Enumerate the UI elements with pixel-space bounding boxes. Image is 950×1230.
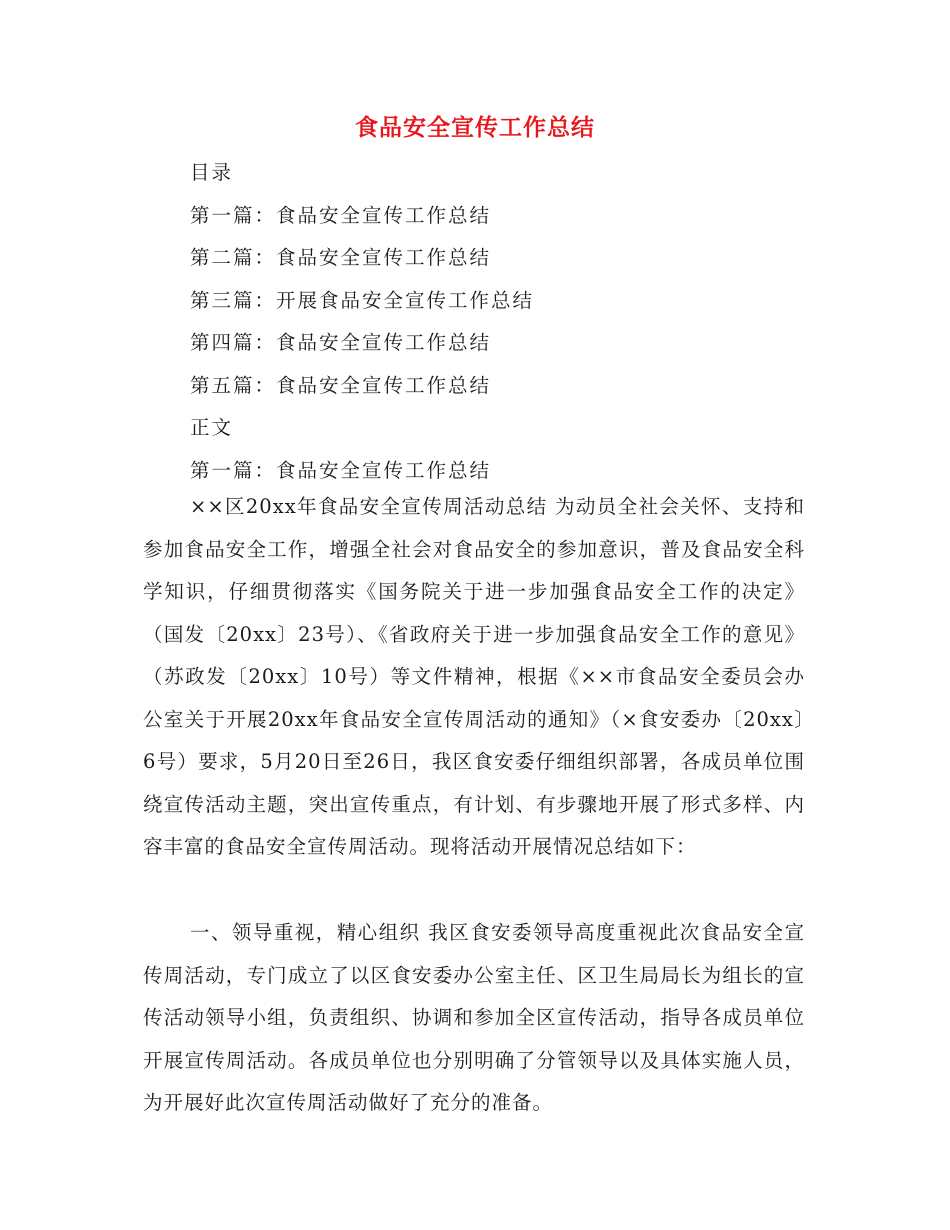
table-of-contents <box>190 152 534 492</box>
toc-item: 第一篇：食品安全宣传工作总结 <box>190 203 492 227</box>
body-paragraph: 一、领导重视，精心组织 我区食安委领导高度重视此次食品安全宣传周活动，专门成立了以区食安委办公室主任、区卫生局局长为组长的宣传活动领导小组，负责组织、协调和参加全区宣传活动，指导各成员单位开展宣传周活动。各成员单位也分别明确了分管领导以及具体实施人员，为开展好此次宣传周活动做好了充分的准备。 <box>143 921 805 1114</box>
toc-item: 第二篇：食品安全宣传工作总结 <box>190 246 492 269</box>
toc-item: 第五篇：食品安全宣传工作总结 <box>190 373 492 397</box>
toc-heading: 目录 <box>190 161 234 184</box>
toc-item: 第四篇：食品安全宣传工作总结 <box>190 331 492 354</box>
body-paragraph: ××区20xx年食品安全宣传周活动总结 为动员全社会关怀、支持和参加食品安全工作，增强全社会对食品安全的参加意识，普及食品安全科学知识，仔细贯彻落实《国务院关于进一步加强食品安全工作的决定》（国发〔20xx〕23号）、《省政府关于进一步加强食品安全工作的意见》（苏政发〔20xx〕10号）等文件精神，根据《××市食品安全委员会办公室关于开展20xx年食品安全宣传周活动的通知》（×食安委办〔20xx〕6号）要求，5月20日至26日，我区食安委仔细组织部署，各成员单位围绕宣传活动主题，突出宣传重点，有计划、有步骤地开展了形式多样、内容丰富的食品安全宣传周活动。现将活动开展情况总结如下： <box>143 495 805 858</box>
toc-item: 第三篇：开展食品安全宣传工作总结 <box>190 288 535 312</box>
document-title: 食品安全宣传工作总结 <box>355 114 595 141</box>
body-heading: 正文 <box>190 416 234 439</box>
section-heading: 第一篇：食品安全宣传工作总结 <box>190 458 492 482</box>
